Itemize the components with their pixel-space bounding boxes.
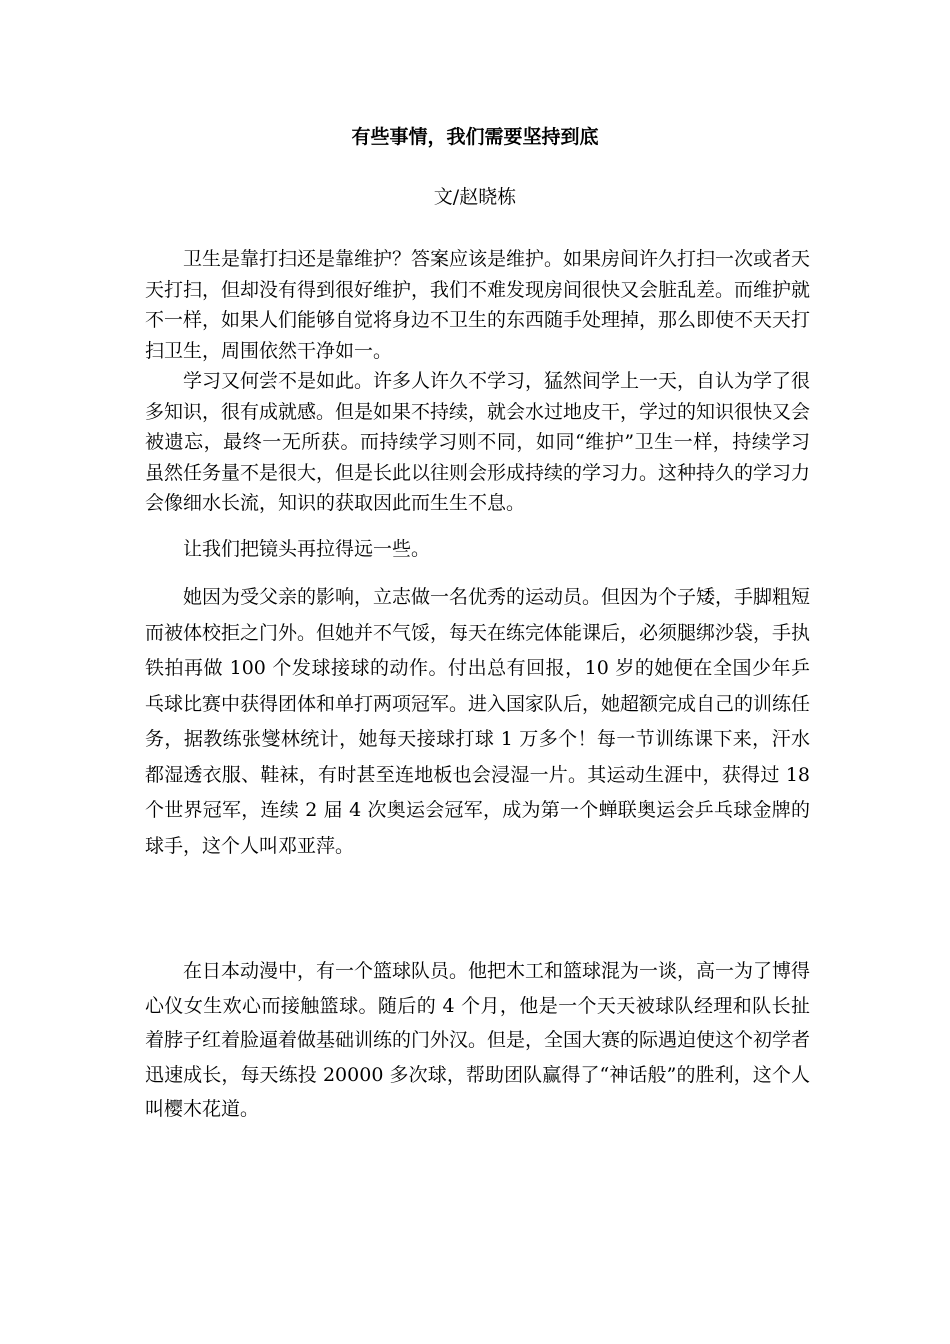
article-author: 文/赵晓栋 [433, 186, 517, 208]
paragraph-hygiene: 卫生是靠打扫还是靠维护？答案应该是维护。如果房间许久打扫一次或者天天打扫，但却没有得到很好维护，我们不难发现房间很快又会脏乱差。而维护就不一样，如果人们能够自觉将身边不卫生的东西随手处理掉，那么即使不天天打扫卫生，周围依然干净如一。 [145, 248, 811, 362]
paragraph-transition: 让我们把镜头再拉得远一些。 [183, 538, 431, 560]
article-title: 有些事情，我们需要坚持到底 [351, 126, 599, 148]
paragraph-deng-yaping: 她因为受父亲的影响，立志做一名优秀的运动员。但因为个子矮，手脚粗短而被体校拒之门外。但她并不气馁，每天在练完体能课后，必须腿绑沙袋，手执铁拍再做 100 个发球接球的动作。付出总有回报，10 岁的她便在全国少年乒乓球比赛中获得团体和单打两项冠军。进入国家队后，她超额完成自己的训练任务，据教练张燮林统计，她每天接球打球 1 万多个！每一节训练课下来，汗水都湿透衣服、鞋袜，有时甚至连地板也会浸湿一片。其运动生涯中，获得过 18 个世界冠军，连续 2 届 4 次奥运会冠军，成为第一个蝉联奥运会乒乓球金牌的球手，这个人叫邓亚萍。 [145, 586, 811, 857]
paragraph-sakuragi: 在日本动漫中，有一个篮球队员。他把木工和篮球混为一谈，高一为了博得心仪女生欢心而接触篮球。随后的 4 个月，他是一个天天被球队经理和队长扯着脖子红着脸逼着做基础训练的门外汉。但是，全国大赛的际遇迫使这个初学者迅速成长，每天练投 20000 多次球，帮助团队赢得了“神话般”的胜利，这个人叫樱木花道。 [145, 960, 811, 1120]
paragraph-learning: 学习又何尝不是如此。许多人许久不学习，猛然间学上一天，自认为学了很多知识，很有成就感。但是如果不持续，就会水过地皮干，学过的知识很快又会被遗忘，最终一无所获。而持续学习则不同，如同“维护”卫生一样，持续学习虽然任务量不是很大，但是长此以往则会形成持续的学习力。这种持久的学习力会像细水长流，知识的获取因此而生生不息。 [145, 370, 811, 514]
